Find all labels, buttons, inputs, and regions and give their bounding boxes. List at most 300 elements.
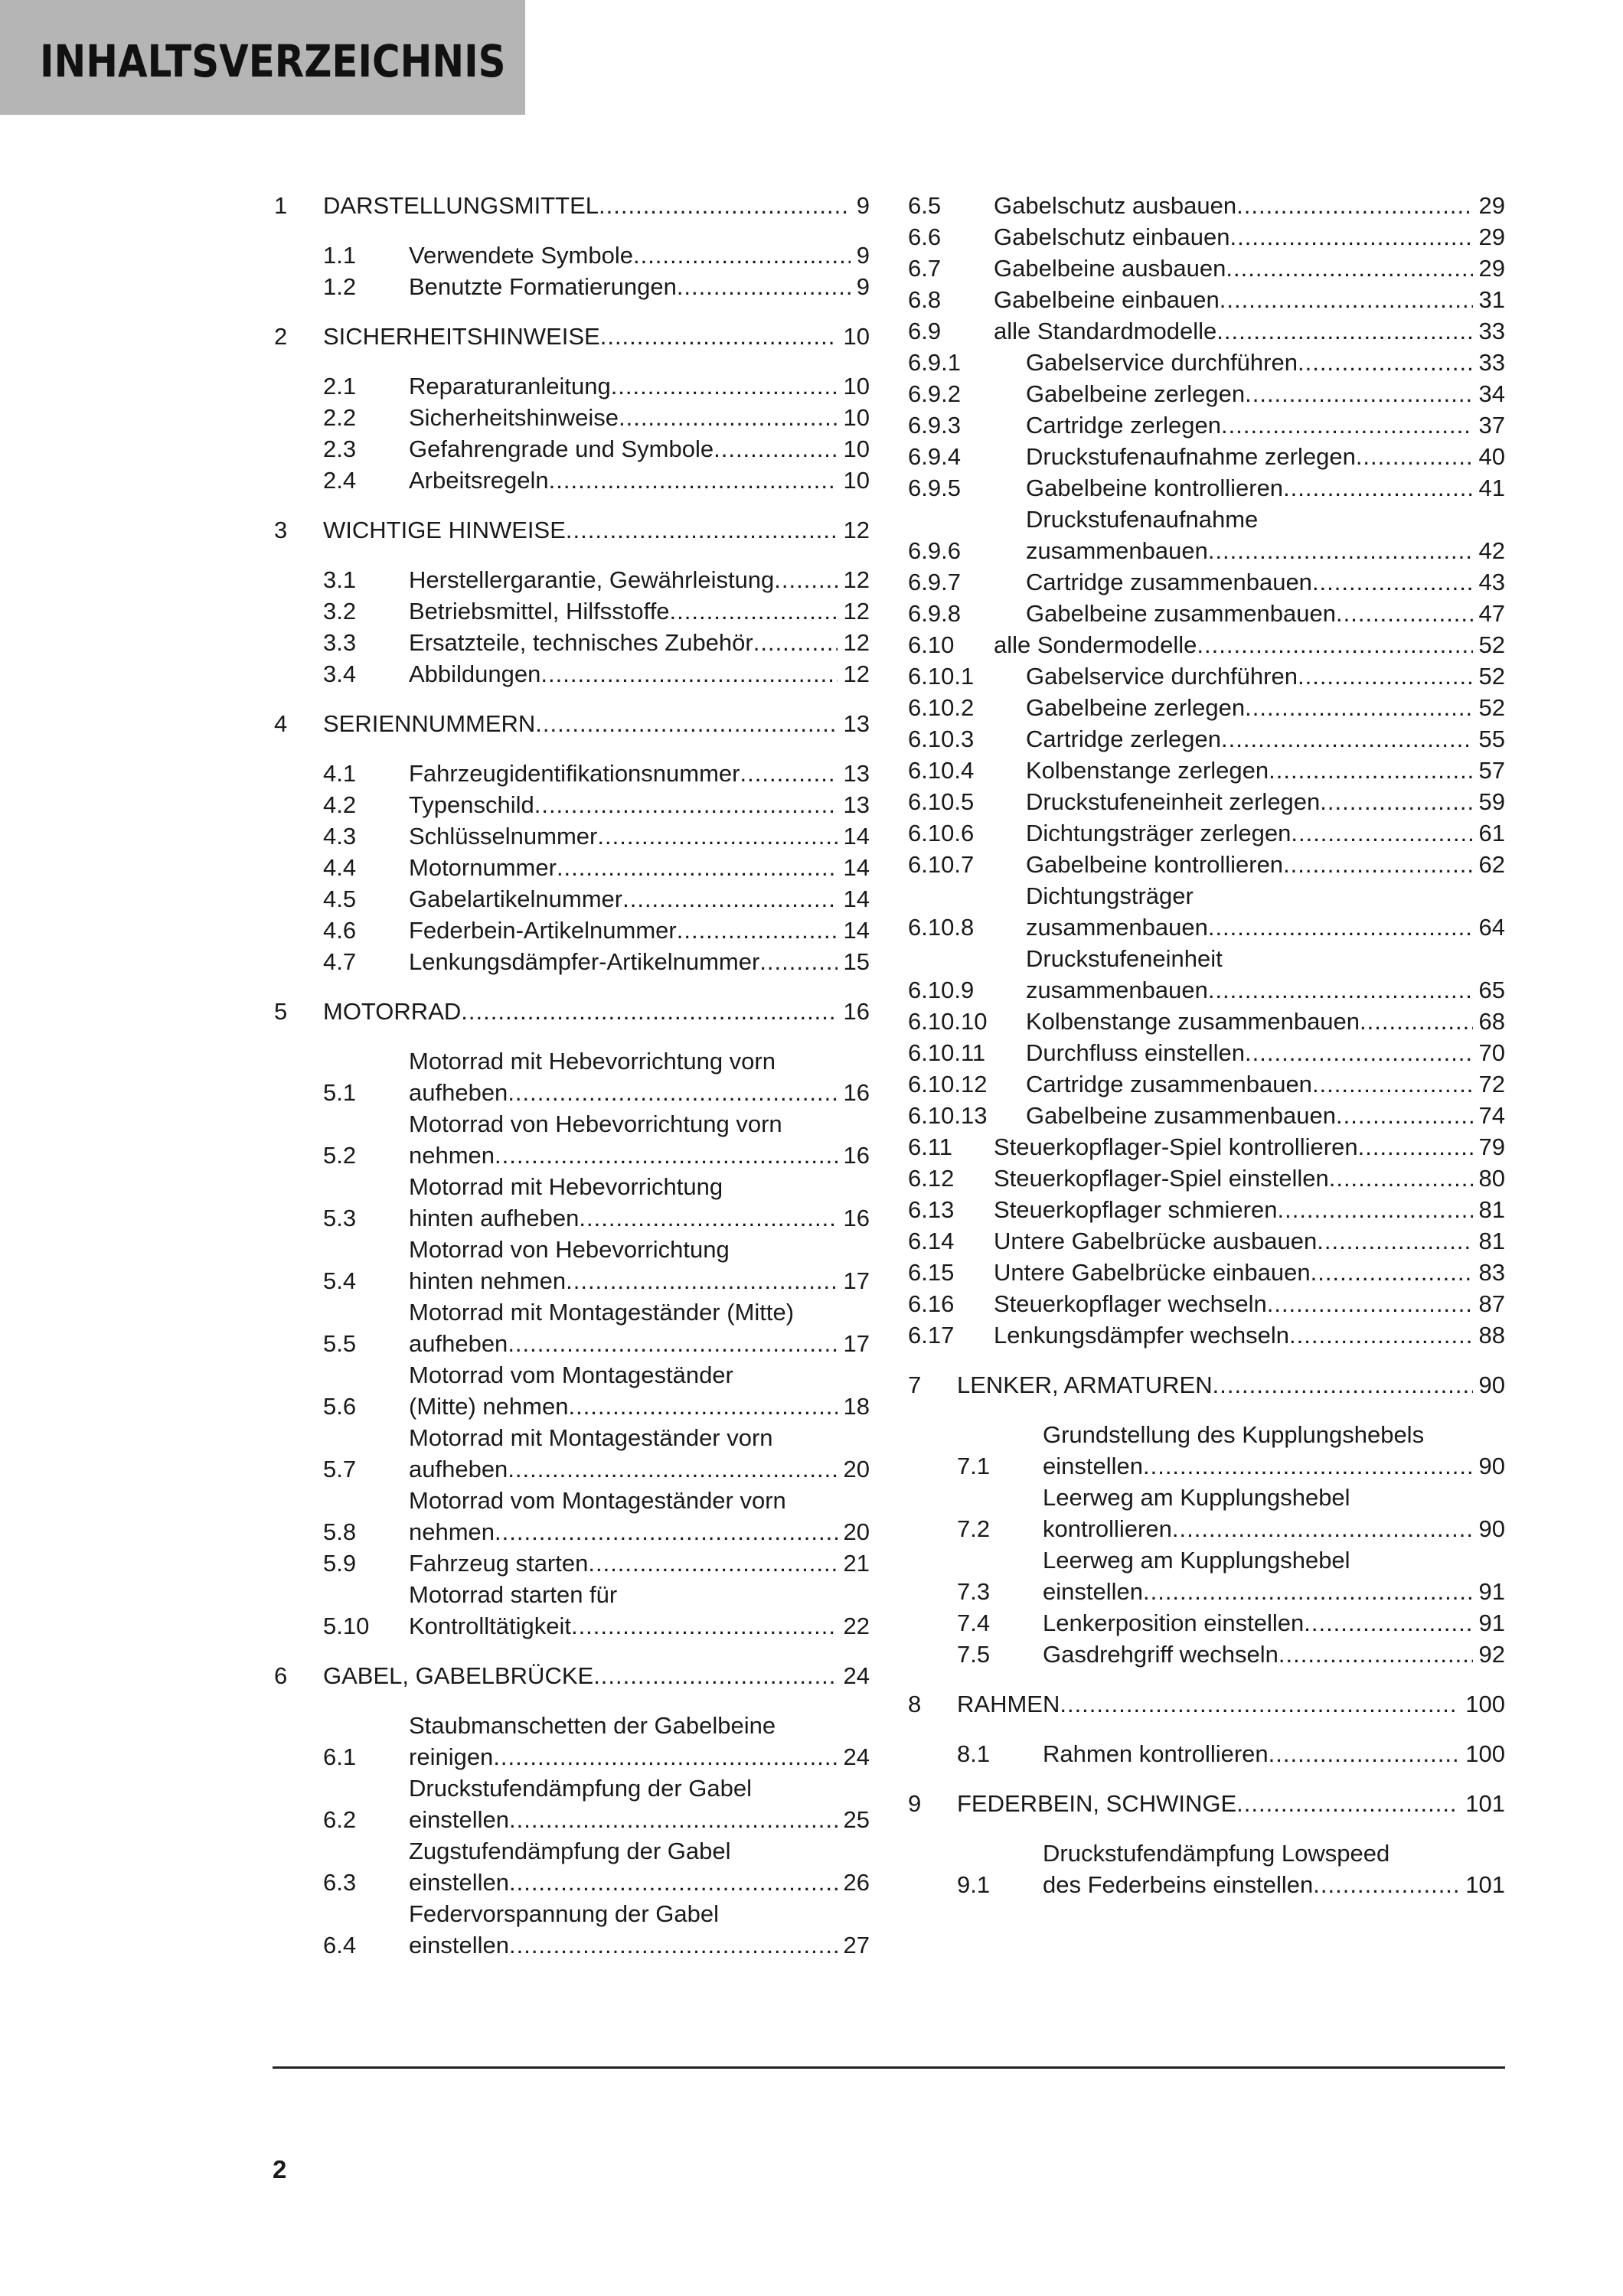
toc-entry-number: 9.1	[957, 1871, 991, 1898]
toc-entry-page: 55	[1478, 726, 1505, 752]
toc-entry[interactable]	[908, 1131, 1505, 1163]
toc-entry-title: Kolbenstange zerlegen	[1026, 757, 1269, 784]
toc-entry[interactable]	[274, 321, 870, 352]
toc-entry-page: 24	[843, 1662, 870, 1689]
toc-entry[interactable]	[274, 564, 870, 595]
toc-entry-title: Gabelbeine kontrollieren	[1026, 475, 1284, 501]
toc-entry-number: 5.10	[323, 1613, 370, 1639]
toc-entry[interactable]	[908, 1194, 1505, 1225]
toc-entry[interactable]	[908, 943, 1505, 1006]
dot-leader	[509, 1867, 838, 1898]
toc-entry-number: 1	[274, 192, 288, 219]
dot-leader	[1269, 755, 1472, 786]
toc-entry-title: Cartridge zerlegen	[1026, 412, 1222, 439]
toc-entry[interactable]	[274, 789, 870, 820]
toc-entry-number: 2.4	[323, 467, 357, 494]
toc-entry-title: zusammenbauen	[1026, 977, 1208, 1003]
toc-entry-title: Druckstufendämpfung Lowspeed	[1043, 1840, 1390, 1867]
toc-entry-page: 101	[1465, 1871, 1505, 1898]
toc-entry-title: Leerweg am Kupplungshebel	[1043, 1484, 1350, 1511]
toc-entry-page: 20	[843, 1456, 870, 1482]
toc-entry-page: 14	[843, 854, 870, 881]
dot-leader	[568, 1391, 837, 1422]
toc-entry-number: 6.10.4	[908, 757, 975, 784]
toc-entry-page: 10	[843, 373, 870, 400]
toc-entry-title: Untere Gabelbrücke ausbauen	[994, 1228, 1318, 1254]
toc-entry-number: 5.4	[323, 1267, 357, 1294]
toc-entry[interactable]	[908, 786, 1505, 817]
toc-entry-title: Druckstufendämpfung der Gabel	[409, 1775, 753, 1802]
toc-entry-page: 100	[1465, 1691, 1505, 1717]
toc-entry[interactable]	[274, 433, 870, 465]
toc-entry-title: Rahmen kontrollieren	[1043, 1740, 1269, 1767]
toc-entry-number: 6.10.8	[908, 914, 975, 941]
dot-leader	[1278, 1639, 1473, 1670]
dot-leader	[600, 321, 838, 352]
toc-entry-title: Gabelschutz ausbauen	[994, 192, 1237, 219]
toc-entry[interactable]	[908, 1257, 1505, 1288]
dot-leader	[1336, 1100, 1473, 1131]
dot-leader	[1226, 253, 1472, 284]
dot-leader	[677, 271, 851, 302]
toc-entry-number: 6.9	[908, 318, 942, 344]
toc-entry-page: 26	[843, 1869, 870, 1896]
toc-entry-title: Motorrad vom Montageständer vorn	[409, 1487, 786, 1514]
toc-entry[interactable]	[908, 755, 1505, 786]
toc-entry-page: 16	[843, 1079, 870, 1106]
toc-entry-page: 91	[1478, 1609, 1505, 1636]
toc-entry-page: 81	[1478, 1196, 1505, 1223]
dot-leader	[566, 514, 838, 546]
toc-entry-number: 7.5	[957, 1641, 991, 1668]
toc-entry-number: 6.9.1	[908, 349, 961, 376]
toc-entry[interactable]	[274, 1898, 870, 1961]
toc-entry[interactable]	[274, 915, 870, 946]
toc-entry-title: Gabelbeine zusammenbauen	[1026, 1102, 1336, 1129]
toc-entry-number: 7.4	[957, 1609, 991, 1636]
dot-leader	[549, 465, 838, 496]
toc-entry-title: MOTORRAD	[323, 998, 462, 1025]
toc-entry-number: 6.11	[908, 1133, 953, 1160]
toc-entry-number: 6.1	[323, 1743, 357, 1770]
toc-entry-title: Fahrzeug starten	[409, 1550, 589, 1577]
toc-entry-title: SERIENNUMMERN	[323, 710, 536, 737]
toc-entry[interactable]	[908, 1369, 1505, 1401]
toc-entry-page: 17	[843, 1267, 870, 1294]
dot-leader	[611, 370, 838, 402]
toc-entry-page: 16	[843, 1205, 870, 1231]
toc-entry-number: 6.10.6	[908, 820, 975, 846]
toc-entry-number: 1.1	[323, 242, 357, 269]
toc-entry-title: Gabelbeine zerlegen	[1026, 694, 1246, 721]
toc-entry-title: FEDERBEIN, SCHWINGE	[957, 1790, 1237, 1817]
toc-entry-number: 6.14	[908, 1228, 955, 1254]
toc-entry[interactable]	[908, 880, 1505, 943]
toc-entry[interactable]	[908, 441, 1505, 472]
toc-entry[interactable]	[274, 1485, 870, 1548]
toc-entry-page: 62	[1478, 851, 1505, 878]
toc-entry-title: LENKER, ARMATUREN	[957, 1371, 1213, 1398]
toc-entry[interactable]	[274, 708, 870, 739]
toc-entry-number: 6.9.6	[908, 537, 961, 564]
toc-entry[interactable]	[908, 660, 1505, 692]
toc-entry-page: 43	[1478, 569, 1505, 595]
toc-entry-title: Benutzte Formatierungen	[409, 273, 677, 300]
dot-leader	[597, 820, 837, 852]
toc-entry-title: WICHTIGE HINWEISE	[323, 517, 566, 543]
dot-leader	[1267, 1288, 1473, 1319]
toc-entry-title: Druckstufenaufnahme	[1026, 506, 1259, 533]
toc-entry[interactable]	[274, 190, 870, 221]
toc-entry[interactable]	[908, 1607, 1505, 1639]
toc-entry-number: 6.10.3	[908, 726, 975, 752]
toc-entry-title: Motornummer	[409, 854, 557, 881]
toc-entry-number: 6.9.2	[908, 380, 961, 407]
toc-entry-number: 5.8	[323, 1518, 357, 1545]
toc-entry-title: hinten nehmen	[409, 1267, 567, 1294]
toc-entry-page: 90	[1478, 1453, 1505, 1479]
dot-leader	[566, 1265, 837, 1296]
dot-leader	[593, 1660, 837, 1691]
toc-entry-number: 6.10.2	[908, 694, 975, 721]
toc-entry[interactable]	[274, 758, 870, 789]
toc-entry[interactable]	[274, 658, 870, 690]
dot-leader	[557, 852, 838, 883]
toc-entry-title: Federvorspannung der Gabel	[409, 1900, 719, 1927]
dot-leader	[508, 1453, 837, 1485]
toc-entry[interactable]	[908, 1688, 1505, 1720]
toc-entry-title: RAHMEN	[957, 1691, 1060, 1717]
dot-leader	[534, 789, 838, 820]
toc-entry-title: Verwendete Symbole	[409, 242, 633, 269]
toc-entry-title: Kontrolltätigkeit	[409, 1613, 571, 1639]
toc-entry-title: Gabelbeine einbauen	[994, 286, 1220, 313]
toc-entry-title: Gabelartikelnummer	[409, 885, 623, 912]
toc-entry-title: Motorrad von Hebevorrichtung	[409, 1236, 730, 1263]
toc-entry[interactable]	[274, 820, 870, 852]
toc-entry[interactable]	[274, 1835, 870, 1898]
toc-entry[interactable]	[274, 627, 870, 658]
dot-leader	[1283, 849, 1472, 880]
toc-entry[interactable]	[908, 1068, 1505, 1100]
toc-entry-title: Motorrad mit Montageständer vorn	[409, 1424, 773, 1451]
toc-entry[interactable]	[908, 221, 1505, 253]
toc-entry-title: einstellen	[409, 1932, 509, 1958]
dot-leader	[1312, 566, 1473, 598]
toc-entry-title: Lenkungsdämpfer-Artikelnummer	[409, 948, 760, 975]
toc-entry-title: Kolbenstange zusammenbauen	[1026, 1008, 1360, 1035]
toc-entry-title: Sicherheitshinweise	[409, 404, 619, 431]
dot-leader	[508, 1328, 837, 1359]
toc-entry-number: 6.4	[323, 1932, 357, 1958]
toc-entry-title: Gabelbeine zusammenbauen	[1026, 600, 1336, 627]
toc-entry[interactable]	[908, 409, 1505, 441]
toc-entry[interactable]	[908, 472, 1505, 504]
toc-entry-title: Schlüsselnummer	[409, 823, 598, 850]
toc-entry[interactable]	[274, 946, 870, 977]
toc-entry-title: (Mitte) nehmen	[409, 1393, 569, 1420]
toc-entry-number: 7.1	[957, 1453, 991, 1479]
toc-entry[interactable]	[274, 1234, 870, 1296]
dot-leader	[571, 1610, 838, 1642]
toc-entry[interactable]	[908, 1838, 1505, 1900]
dot-leader	[1230, 221, 1473, 253]
toc-entry[interactable]	[274, 271, 870, 302]
toc-entry-page: 59	[1478, 788, 1505, 815]
toc-entry-title: Leerweg am Kupplungshebel	[1043, 1547, 1350, 1574]
toc-entry-number: 6.15	[908, 1259, 955, 1286]
toc-entry-title: Gefahrengrade und Symbole	[409, 435, 714, 462]
toc-entry-page: 16	[843, 1142, 870, 1169]
toc-entry-page: 13	[843, 760, 870, 787]
dot-leader	[1245, 692, 1472, 723]
toc-entry-number: 6.7	[908, 255, 942, 282]
toc-entry-page: 87	[1478, 1290, 1505, 1317]
toc-entry-title: aufheben	[409, 1079, 508, 1106]
toc-entry-number: 8.1	[957, 1740, 991, 1767]
toc-entry[interactable]	[274, 883, 870, 915]
toc-entry[interactable]	[908, 849, 1505, 880]
toc-entry-page: 20	[843, 1518, 870, 1545]
toc-entry-number: 3.1	[323, 566, 357, 593]
toc-entry-title: aufheben	[409, 1456, 508, 1482]
toc-entry-number: 5.5	[323, 1330, 357, 1357]
toc-entry-title: reinigen	[409, 1743, 494, 1770]
dot-leader	[1221, 723, 1472, 755]
toc-entry-title: einstellen	[409, 1869, 509, 1896]
toc-entry[interactable]	[908, 692, 1505, 723]
toc-entry-number: 6.6	[908, 223, 942, 250]
toc-entry-title: Arbeitsregeln	[409, 467, 549, 494]
toc-entry-page: 72	[1478, 1071, 1505, 1097]
toc-entry-page: 17	[843, 1330, 870, 1357]
toc-entry[interactable]	[274, 1171, 870, 1234]
toc-entry[interactable]	[908, 1419, 1505, 1482]
dot-leader	[493, 1741, 837, 1773]
toc-entry-page: 74	[1478, 1102, 1505, 1129]
toc-entry-title: Lenkungsdämpfer wechseln	[994, 1322, 1290, 1349]
toc-entry-page: 22	[843, 1613, 870, 1639]
toc-entry[interactable]	[274, 1045, 870, 1108]
toc-entry[interactable]	[274, 1108, 870, 1171]
dot-leader	[677, 915, 838, 946]
dot-leader	[1298, 347, 1473, 378]
dot-leader	[1291, 817, 1472, 849]
toc-entry-page: 65	[1478, 977, 1505, 1003]
toc-entry-page: 10	[843, 404, 870, 431]
toc-entry-page: 10	[843, 435, 870, 462]
toc-entry[interactable]	[908, 1788, 1505, 1819]
toc-entry-title: Druckstufenaufnahme zerlegen	[1026, 443, 1356, 470]
toc-entry[interactable]	[908, 1100, 1505, 1131]
toc-entry-number: 6.10.11	[908, 1039, 986, 1066]
toc-entry[interactable]	[274, 240, 870, 271]
toc-entry[interactable]	[274, 1773, 870, 1835]
toc-entry-number: 4	[274, 710, 288, 737]
toc-entry-title: des Federbeins einstellen	[1043, 1871, 1314, 1898]
dot-leader	[599, 190, 851, 221]
toc-entry-page: 24	[843, 1743, 870, 1770]
toc-entry-title: Lenkerposition einstellen	[1043, 1609, 1305, 1636]
toc-entry[interactable]	[908, 1738, 1505, 1769]
toc-entry-title: SICHERHEITSHINWEISE	[323, 323, 600, 350]
dot-leader	[774, 564, 837, 595]
toc-entry-page: 29	[1478, 223, 1505, 250]
toc-entry-page: 101	[1465, 1790, 1505, 1817]
toc-entry-number: 5.3	[323, 1205, 357, 1231]
toc-entry-number: 6.12	[908, 1165, 955, 1192]
toc-entry[interactable]	[908, 1288, 1505, 1319]
toc-entry-page: 12	[843, 598, 870, 625]
toc-entry-page: 18	[843, 1393, 870, 1420]
toc-entry[interactable]	[908, 190, 1505, 221]
toc-entry[interactable]	[908, 1544, 1505, 1607]
toc-entry[interactable]	[274, 1296, 870, 1359]
toc-entry-page: 57	[1478, 757, 1505, 784]
toc-entry-page: 90	[1478, 1371, 1505, 1398]
header-banner	[0, 0, 525, 115]
toc-entry-number: 6.10.10	[908, 1008, 988, 1035]
toc-entry-page: 31	[1478, 286, 1505, 313]
dot-leader	[1143, 1450, 1473, 1482]
toc-entry-title: Untere Gabelbrücke einbauen	[994, 1259, 1311, 1286]
toc-entry[interactable]	[908, 1037, 1505, 1068]
toc-entry-title: Druckstufeneinheit zerlegen	[1026, 788, 1321, 815]
toc-entry-number: 6.9.7	[908, 569, 961, 595]
dot-leader	[1208, 912, 1473, 943]
toc-entry-page: 40	[1478, 443, 1505, 470]
toc-entry[interactable]	[274, 370, 870, 402]
toc-entry-title: Gabelbeine kontrollieren	[1026, 851, 1284, 878]
toc-entry[interactable]	[908, 284, 1505, 315]
toc-entry[interactable]	[908, 598, 1505, 629]
toc-entry-title: Motorrad mit Hebevorrichtung	[409, 1173, 723, 1200]
dot-leader	[1216, 315, 1472, 347]
toc-entry[interactable]	[908, 315, 1505, 347]
toc-entry-page: 83	[1478, 1259, 1505, 1286]
dot-leader	[633, 240, 851, 271]
toc-entry-page: 13	[843, 791, 870, 818]
toc-entry[interactable]	[274, 465, 870, 496]
toc-entry-title: Durchfluss einstellen	[1026, 1039, 1246, 1066]
toc-entry[interactable]	[274, 996, 870, 1027]
toc-entry-number: 3.2	[323, 598, 357, 625]
toc-entry-title: DARSTELLUNGSMITTEL	[323, 192, 599, 219]
toc-entry-number: 4.6	[323, 917, 357, 944]
toc-entry-page: 9	[856, 192, 870, 219]
dot-leader	[495, 1516, 837, 1548]
dot-leader	[1220, 284, 1473, 315]
toc-entry-number: 8	[908, 1691, 922, 1717]
toc-entry-number: 4.3	[323, 823, 357, 850]
toc-entry[interactable]	[274, 1710, 870, 1773]
toc-entry-title: einstellen	[409, 1806, 509, 1833]
toc-entry[interactable]	[274, 1660, 870, 1691]
toc-entry-number: 3.3	[323, 629, 357, 656]
toc-entry-page: 13	[843, 710, 870, 737]
toc-entry-number: 4.5	[323, 885, 357, 912]
page-title: INHALTSVERZEICHNIS	[40, 35, 506, 87]
toc-entry-title: nehmen	[409, 1518, 495, 1545]
dot-leader	[535, 708, 837, 739]
toc-entry[interactable]	[908, 1639, 1505, 1670]
toc-entry-number: 2.1	[323, 373, 357, 400]
toc-entry-title: Fahrzeugidentifikationsnummer	[409, 760, 740, 787]
toc-entry[interactable]	[274, 1579, 870, 1642]
toc-entry[interactable]	[274, 402, 870, 433]
toc-entry-page: 14	[843, 823, 870, 850]
toc-entry-number: 6	[274, 1662, 288, 1689]
toc-entry-number: 6.10.1	[908, 663, 975, 690]
toc-entry[interactable]	[908, 1482, 1505, 1544]
toc-entry-title: aufheben	[409, 1330, 508, 1357]
toc-entry-title: Reparaturanleitung	[409, 373, 611, 400]
toc-entry-page: 100	[1465, 1740, 1505, 1767]
toc-entry-title: Zugstufendämpfung der Gabel	[409, 1838, 731, 1864]
toc-entry-page: 88	[1478, 1322, 1505, 1349]
toc-entry-title: Motorrad mit Montageständer (Mitte)	[409, 1299, 795, 1326]
toc-entry[interactable]	[274, 595, 870, 627]
toc-entry[interactable]	[908, 566, 1505, 598]
toc-entry-title: Gasdrehgriff wechseln	[1043, 1641, 1278, 1668]
dot-leader	[753, 627, 838, 658]
toc-right-column	[908, 190, 1505, 1900]
dot-leader	[1060, 1688, 1459, 1720]
toc-entry[interactable]	[274, 852, 870, 883]
toc-entry-number: 4.2	[323, 791, 357, 818]
toc-entry-page: 52	[1478, 631, 1505, 658]
toc-entry[interactable]	[908, 723, 1505, 755]
toc-entry-title: Grundstellung des Kupplungshebels	[1043, 1421, 1425, 1448]
toc-entry-title: Herstellergarantie, Gewährleistung	[409, 566, 775, 593]
toc-entry[interactable]	[908, 817, 1505, 849]
dot-leader	[1236, 1788, 1459, 1819]
toc-entry[interactable]	[908, 347, 1505, 378]
toc-entry[interactable]	[274, 1548, 870, 1579]
toc-entry-title: kontrollieren	[1043, 1515, 1172, 1542]
toc-entry[interactable]	[908, 378, 1505, 409]
toc-entry-page: 9	[856, 273, 870, 300]
toc-entry-page: 47	[1478, 600, 1505, 627]
toc-entry-number: 6.3	[323, 1869, 357, 1896]
toc-entry-title: einstellen	[1043, 1453, 1143, 1479]
toc-entry[interactable]	[908, 1225, 1505, 1257]
toc-entry[interactable]	[908, 1006, 1505, 1037]
toc-entry-title: Staubmanschetten der Gabelbeine	[409, 1712, 776, 1739]
toc-entry-page: 37	[1478, 412, 1505, 439]
dot-leader	[1356, 441, 1473, 472]
toc-entry[interactable]	[908, 1163, 1505, 1194]
toc-entry-page: 41	[1478, 475, 1505, 501]
toc-entry[interactable]	[908, 1319, 1505, 1351]
toc-entry-page: 52	[1478, 694, 1505, 721]
toc-entry-title: Gabelschutz einbauen	[994, 223, 1230, 250]
dot-leader	[1289, 1319, 1472, 1351]
toc-entry[interactable]	[274, 514, 870, 546]
toc-entry[interactable]	[274, 1359, 870, 1422]
toc-entry[interactable]	[274, 1422, 870, 1485]
footer-rule	[273, 2066, 1505, 2069]
toc-entry-number: 4.1	[323, 760, 357, 787]
dot-leader	[1236, 190, 1472, 221]
dot-leader	[1197, 629, 1472, 660]
toc-entry-title: Motorrad vom Montageständer	[409, 1362, 733, 1388]
toc-entry[interactable]	[908, 629, 1505, 660]
toc-entry-number: 6.5	[908, 192, 942, 219]
toc-entry[interactable]	[908, 253, 1505, 284]
dot-leader	[461, 996, 837, 1027]
toc-entry[interactable]	[908, 504, 1505, 566]
